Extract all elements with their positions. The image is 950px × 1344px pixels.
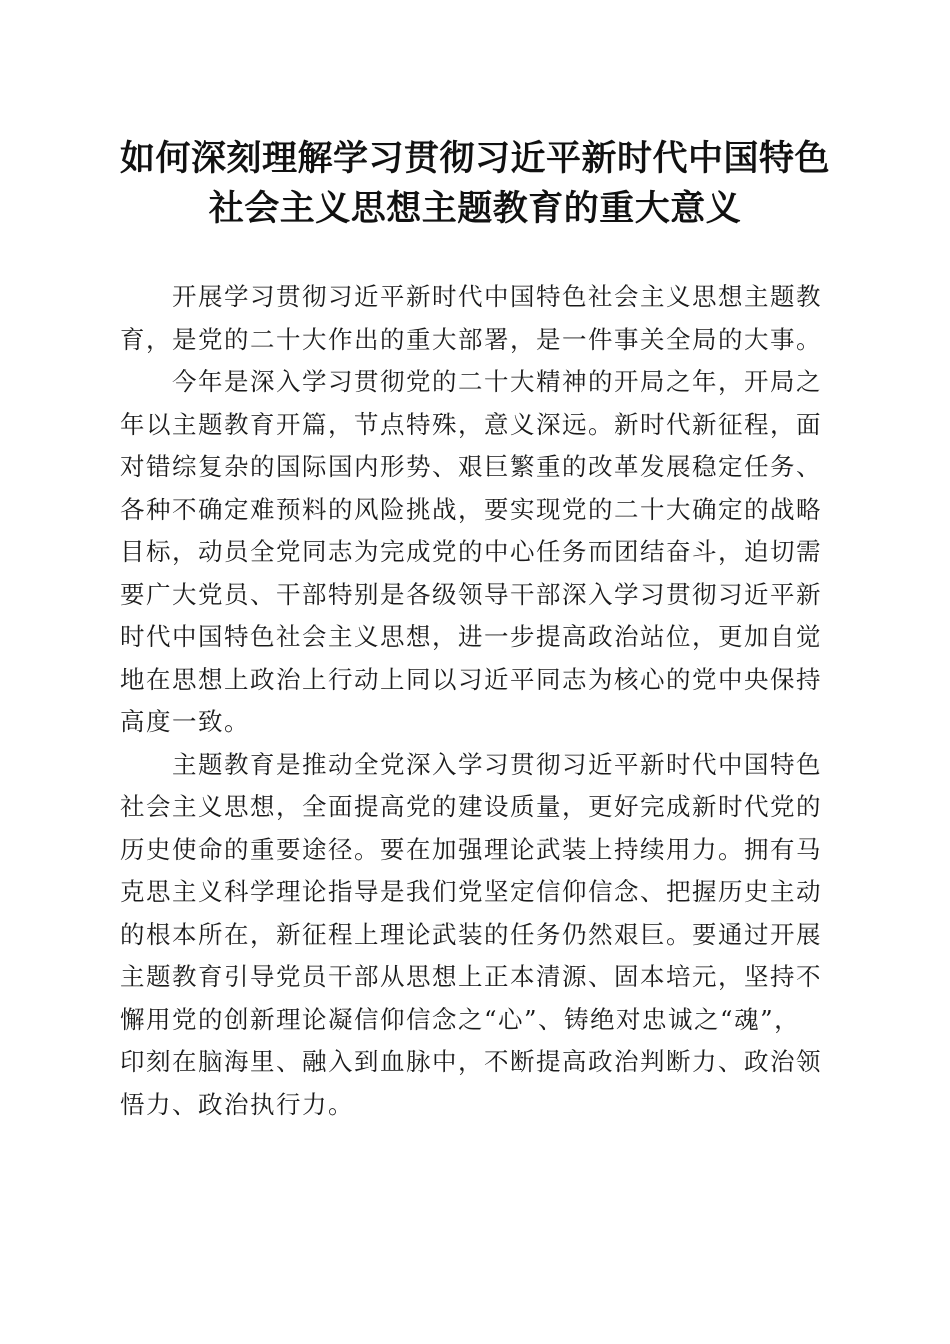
text-line: 高度一致。 [120, 707, 250, 736]
paragraph-2 [120, 361, 830, 744]
text-line: 年以主题教育开篇，节点特殊，意义深远。新时代新征程，面 [120, 409, 822, 439]
text-line: 今年是深入学习贯彻党的二十大精神的开局之年，开局之 [172, 367, 822, 396]
text-line: 主题教育引导党员干部从思想上正本清源、固本培元，坚持不 [120, 962, 822, 991]
title-line: 如何深刻理解学习贯彻习近平新时代中国特色 [119, 138, 830, 179]
text-line: 悟力、政治执行力。 [120, 1089, 354, 1119]
text-line: 对错综复杂的国际国内形势、艰巨繁重的改革发展稳定任务、 [120, 452, 822, 481]
document-body [120, 276, 830, 1126]
text-line: 各种不确定难预料的风险挑战，要实现党的二十大确定的战略 [120, 494, 822, 524]
text-line: 地在思想上政治上行动上同以习近平同志为核心的党中央保持 [120, 664, 822, 694]
text-line: 社会主义思想，全面提高党的建设质量，更好完成新时代党的 [120, 792, 822, 821]
text-line: 要广大党员、干部特别是各级领导干部深入学习贯彻习近平新 [120, 579, 822, 609]
text-line: 开展学习贯彻习近平新时代中国特色社会主义思想主题教 [172, 282, 822, 311]
text-line: 印刻在脑海里、融入到血脉中，不断提高政治判断力、政治领 [120, 1047, 822, 1076]
document-title [100, 134, 850, 234]
text-line: 懈用党的创新理论凝信仰信念之“心”、铸绝对忠诚之“魂”， [120, 1004, 801, 1034]
text-line: 目标，动员全党同志为完成党的中心任务而团结奋斗，迫切需 [120, 537, 822, 566]
paragraph-1 [120, 276, 830, 361]
title-line: 社会主义思想主题教育的重大意义 [208, 188, 742, 229]
paragraph-3 [120, 744, 830, 1127]
text-line: 历史使命的重要途径。要在加强理论武装上持续用力。拥有马 [120, 834, 822, 864]
text-line: 主题教育是推动全党深入学习贯彻习近平新时代中国特色 [172, 749, 822, 779]
text-line: 时代中国特色社会主义思想，进一步提高政治站位，更加自觉 [120, 622, 822, 651]
text-line: 的根本所在，新征程上理论武装的任务仍然艰巨。要通过开展 [120, 919, 822, 949]
text-line: 育，是党的二十大作出的重大部署，是一件事关全局的大事。 [120, 324, 822, 354]
text-line: 克思主义科学理论指导是我们党坚定信仰信念、把握历史主动 [120, 877, 822, 906]
